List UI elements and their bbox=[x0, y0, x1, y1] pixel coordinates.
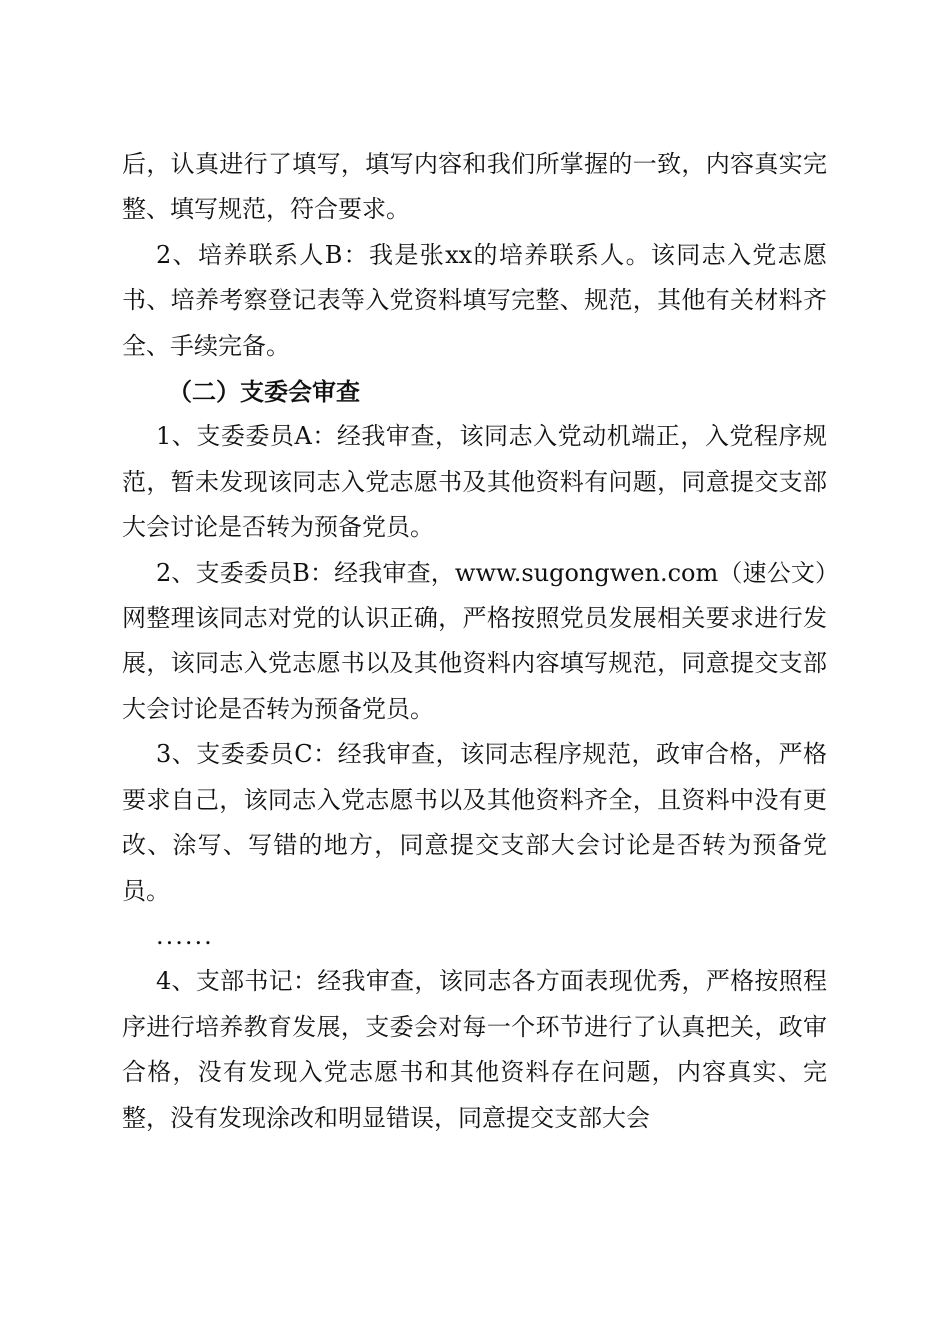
paragraph-member-a: 1、支委委员A：经我审查，该同志入党动机端正，入党程序规范，暂未发现该同志入党志愿书及其他资料有问题，同意提交支部大会讨论是否转为预备党员。 bbox=[122, 422, 827, 542]
ellipsis-line: ...... bbox=[156, 921, 214, 950]
document-body bbox=[122, 142, 827, 1141]
paragraph-branch-secretary: 4、支部书记：经我审查，该同志各方面表现优秀，严格按照程序进行培养教育发展，支委会对每一个环节进行了认真把关，政审合格，没有发现入党志愿书和其他资料存在问题，内容真实、完整，没有发现涂改和明显错误，同意提交支部大会 bbox=[122, 967, 827, 1132]
section-heading-committee-review: （二）支委会审查 bbox=[168, 377, 360, 407]
paragraph-member-c: 3、支委委员C：经我审查，该同志程序规范，政审合格，严格要求自己，该同志入党志愿书以及其他资料齐全，且资料中没有更改、涂写、写错的地方，同意提交支部大会讨论是否转为预备党员。 bbox=[122, 740, 827, 905]
paragraph-member-b: 2、支委委员B：经我审查，www.sugongwen.com（速公文）网整理该同志对党的认识正确，严格按照党员发展相关要求进行发展，该同志入党志愿书以及其他资料内容填写规范，同意提交支部大会讨论是否转为预备党员。 bbox=[122, 558, 827, 723]
paragraph-contact-b: 2、培养联系人B：我是张xx的培养联系人。该同志入党志愿书、培养考察登记表等入党资料填写完整、规范，其他有关材料齐全、手续完备。 bbox=[122, 240, 827, 360]
paragraph-continuation: 后，认真进行了填写，填写内容和我们所掌握的一致，内容真实完整、填写规范，符合要求。 bbox=[122, 150, 827, 224]
